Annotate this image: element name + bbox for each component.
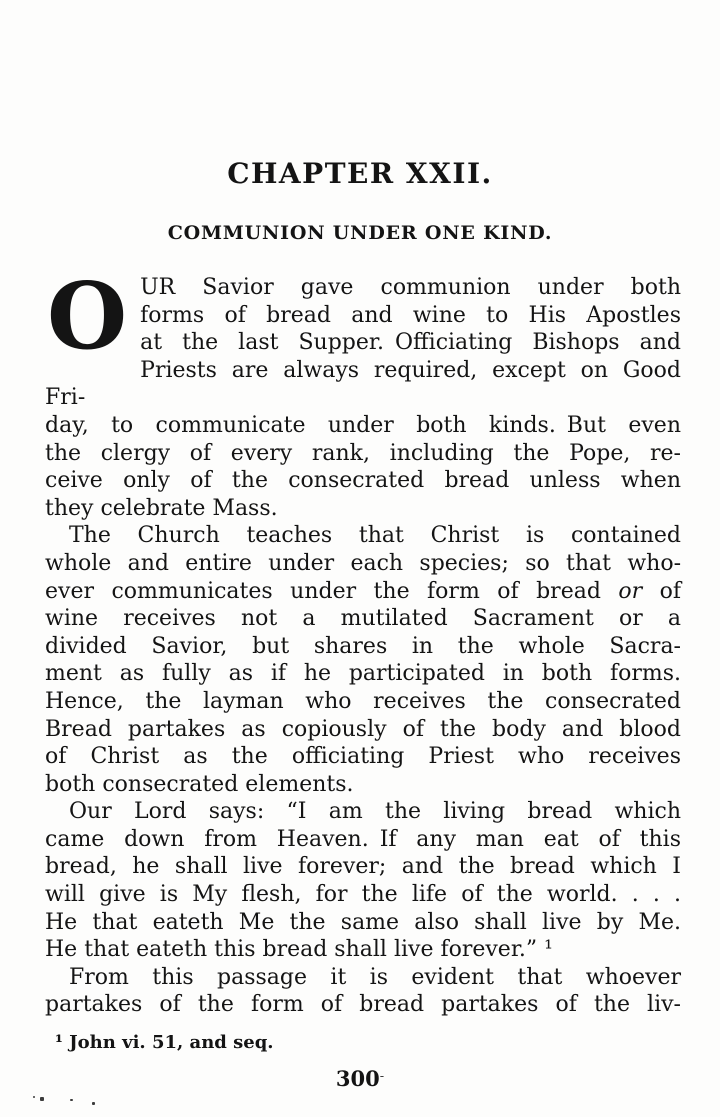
text-line [45,991,681,1019]
text-line [45,550,681,578]
text-line [45,578,681,606]
paragraph-1-lines [45,262,681,522]
text-run: The Church teaches that Christ is contained [69,523,681,549]
text-line [45,605,681,633]
text-line [45,964,681,992]
text-run: partakes of the form of bread partakes of the liv- [45,992,681,1018]
paragraph-4 [45,964,681,1019]
text-run: both consecrated elements. [45,771,354,797]
text-run: From this passage it is evident that whoever [69,964,681,990]
page-number: 300 [335,1066,380,1092]
text-run: ment as fully as if he participated in both forms. [45,661,681,687]
text-line [45,853,681,881]
text-line [45,522,681,550]
text-line [45,660,681,688]
page-number-row [0,1065,720,1091]
text-run: Hence, the layman who receives the consecrated [45,688,681,714]
text-run: Bread partakes as copiously of the body and blood [45,716,681,742]
text-run: He that eateth this bread shall live forever.” ¹ [45,937,553,963]
text-run: He that eateth Me the same also shall live by Me. [45,909,681,935]
chapter-title: CHAPTER XXII. [227,157,493,190]
text-run: of [642,578,681,604]
scan-speck [40,1097,44,1101]
page-body [45,262,681,1019]
text-line [45,881,681,909]
text-line [45,357,681,412]
text-run: divided Savior, but shares in the whole Sacra- [45,633,681,659]
text-line [45,633,681,661]
scan-speck [92,1102,95,1105]
text-line [45,743,681,771]
text-line [45,412,681,440]
text-line [45,302,681,330]
chapter-subtitle: COMMUNION UNDER ONE KIND. [167,222,553,244]
scan-speck [33,1096,35,1098]
scan-speck [70,1099,73,1101]
text-run: ceive only of the consecrated bread unless when [45,468,681,494]
text-line [45,909,681,937]
text-run: at the last Supper. Officiating Bishops and [140,330,681,356]
text-line [45,936,681,964]
text-line [45,440,681,468]
text-line [45,771,681,799]
text-run: the clergy of every rank, including the Pope, re- [45,440,681,466]
text-run: bread, he shall live forever; and the bread which I [45,854,681,880]
paragraph-2 [45,522,681,798]
text-run: of Christ as the officiating Priest who receives [45,744,681,770]
text-line [45,716,681,744]
text-line [45,329,681,357]
paragraph-3 [45,798,681,964]
text-run: whole and entire under each species; so that who- [45,550,681,576]
text-run: they celebrate Mass. [45,495,278,521]
text-line [45,274,681,302]
text-line [45,826,681,854]
text-run: Priests are always required, except on Good Fri- [45,357,681,411]
paragraph-1 [45,262,681,522]
text-run: UR Savior gave communion under both [140,275,681,300]
text-line [45,467,681,495]
text-run: or [618,578,643,604]
text-run: came down from Heaven. If any man eat of this [45,826,681,852]
text-line [45,798,681,826]
text-run: Our Lord says: “I am the living bread which [69,799,681,825]
text-line [45,688,681,716]
text-run: day, to communicate under both kinds. But even [45,412,681,438]
drop-cap: O [47,262,128,370]
text-run: wine receives not a mutilated Sacrament or a [45,606,681,632]
text-run: will give is My flesh, for the life of the world. . . . [45,882,681,908]
footnote: ¹ John vi. 51, and seq. [55,1032,274,1054]
text-line [45,495,681,523]
text-run: forms of bread and wine to His Apostles [140,302,681,328]
text-run: ever communicates under the form of bread [45,578,619,604]
page-number-mark: - [379,1069,385,1085]
